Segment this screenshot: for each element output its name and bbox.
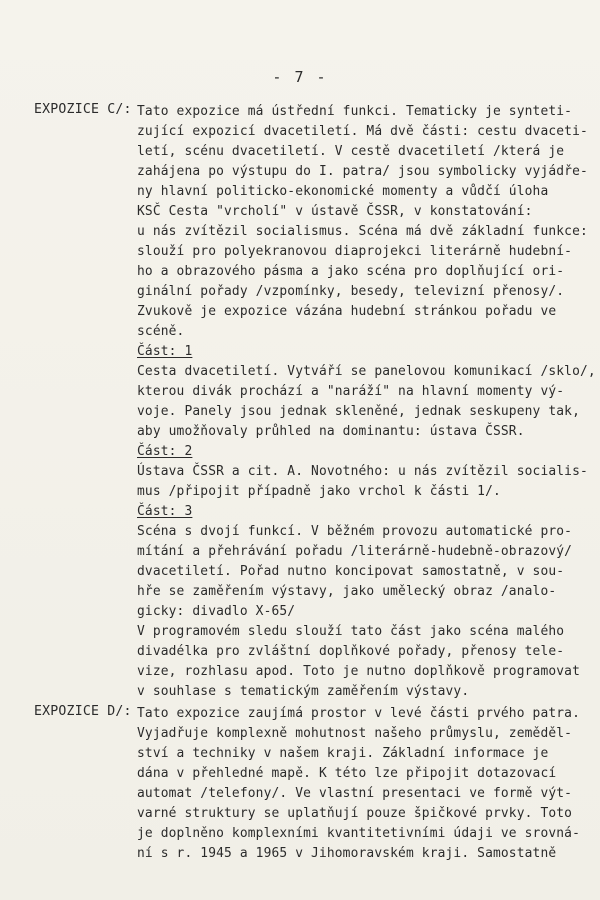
text-line: u nás zvítězil socialismus. Scéna má dvě základní funkce: — [137, 224, 588, 239]
text-line: Zvukově je expozice vázána hudební stránkou pořadu ve — [137, 304, 557, 319]
text-line: Tato expozice má ústřední funkci. Tematicky je synteti- — [137, 104, 573, 119]
text-line: Vyjadřuje komplexně mohutnost našeho průmyslu, zeměděl- — [137, 726, 573, 741]
text-line: scéně. — [137, 324, 185, 339]
text-line: v souhlase s tematickým zaměřením výstavy. — [137, 684, 470, 699]
text-line: V programovém sledu slouží tato část jako scéna malého — [137, 624, 565, 639]
text-line: dána v přehledné mapě. K této lze připojit dotazovací — [137, 766, 557, 781]
text-line: Scéna s dvojí funkcí. V běžném provozu automatické pro- — [137, 524, 573, 539]
text-line: varné struktury se uplatňují pouze špičkové prvky. Toto — [137, 806, 573, 821]
text-line: kterou divák prochází a "naráží" na hlavní momenty vý- — [137, 384, 565, 399]
text-line: letí, scénu dvacetiletí. V cestě dvacetiletí /která je — [137, 144, 565, 159]
section-body — [137, 704, 597, 864]
text-line: ství a techniky v našem kraji. Základní informace je — [137, 746, 549, 761]
text-line: gicky: divadlo X-65/ — [137, 604, 296, 619]
text-line: vize, rozhlasu apod. Toto je nutno doplňkově programovat — [137, 664, 581, 679]
text-line: divadélka pro zvláštní doplňkové pořady, přenosy tele- — [137, 644, 565, 659]
text-line: hře se zaměřením výstavy, jako umělecký obraz /analo- — [137, 584, 557, 599]
subsection-heading: Část: 2 — [137, 444, 193, 459]
text-line: ginální pořady /vzpomínky, besedy, televizní přenosy/. — [137, 284, 565, 299]
text-line: voje. Panely jsou jednak skleněné, jednak seskupeny tak, — [137, 404, 581, 419]
text-line: Tato expozice zaujímá prostor v levé části prvého patra. — [137, 706, 581, 721]
text-line: ho a obrazového pásma a jako scéna pro doplňující ori- — [137, 264, 565, 279]
text-line: aby umožňovaly průhled na dominantu: ústava ČSSR. — [137, 424, 525, 439]
text-line: automat /telefony/. Ve vlastní presentaci ve formě výt- — [137, 786, 573, 801]
subsection-heading: Část: 1 — [137, 344, 193, 359]
section-label: EXPOZICE D/: — [34, 704, 132, 719]
text-line: slouží pro polyekranovou diaprojekci literárně hudební- — [137, 244, 573, 259]
page-number: - 7 - — [272, 68, 328, 86]
text-line: mus /připojit případně jako vrchol k části 1/. — [137, 484, 501, 499]
text-line: KSČ Cesta "vrcholí" v ústavě ČSSR, v konstatování: — [137, 204, 533, 219]
text-line: zující expozicí dvacetiletí. Má dvě části: cestu dvaceti- — [137, 124, 588, 139]
text-line: je doplněno komplexními kvantitetivními údaji ve srovná- — [137, 826, 581, 841]
text-line: dvacetiletí. Pořad nutno koncipovat samostatně, v sou- — [137, 564, 565, 579]
subsection-heading: Část: 3 — [137, 504, 193, 519]
text-line: zahájena po výstupu do I. patra/ jsou symbolicky vyjádře- — [137, 164, 588, 179]
text-line: ní s r. 1945 a 1965 v Jihomoravském kraji. Samostatně — [137, 846, 557, 861]
section-body — [137, 102, 597, 702]
text-line: Cesta dvacetiletí. Vytváří se panelovou komunikací /sklo/, — [137, 364, 596, 379]
text-line: ny hlavní politicko-ekonomické momenty a vůdčí úloha — [137, 184, 549, 199]
text-line: mítání a přehrávání pořadu /literárně-hudebně-obrazový/ — [137, 544, 573, 559]
section-label: EXPOZICE C/: — [34, 102, 132, 117]
text-line: Ústava ČSSR a cit. A. Novotného: u nás zvítězil socialis- — [137, 464, 588, 479]
